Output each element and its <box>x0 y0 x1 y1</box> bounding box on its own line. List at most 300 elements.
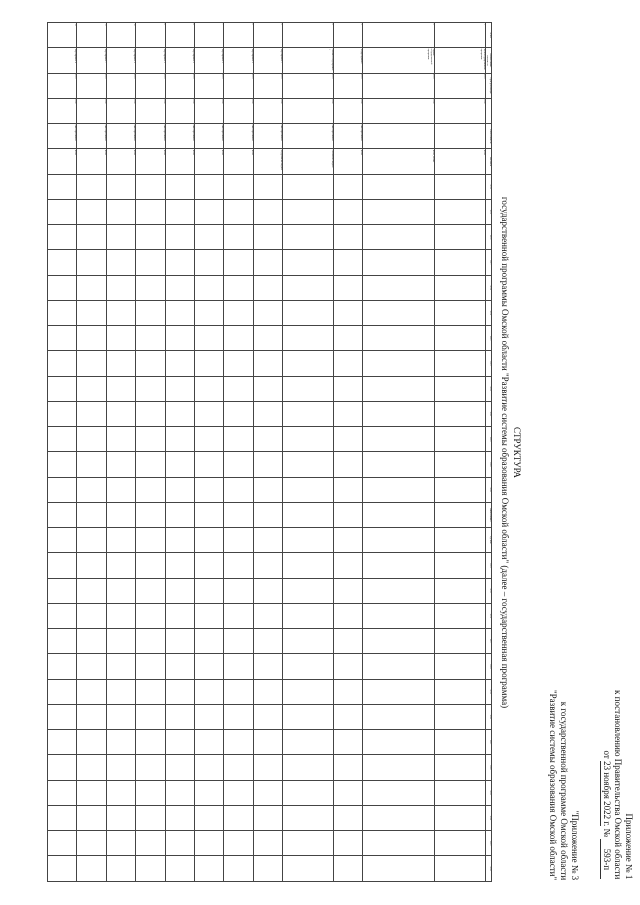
table-cell <box>333 553 362 578</box>
column-header: 2015 <box>485 199 491 224</box>
table-row <box>136 23 165 882</box>
column-header: № п/п <box>485 23 491 48</box>
table-cell <box>106 654 135 679</box>
table-cell <box>136 755 165 780</box>
table-cell: Минобразования <box>333 124 362 149</box>
table-cell <box>333 831 362 856</box>
table-cell: Минобразования <box>195 124 224 149</box>
table-cell: Мероприятие 5 <box>136 48 165 73</box>
table-cell <box>165 856 194 882</box>
table-cell <box>195 427 224 452</box>
table-header-row <box>485 23 491 882</box>
table-row <box>363 23 435 882</box>
table-cell <box>363 578 435 603</box>
table-cell <box>77 856 106 882</box>
table-cell <box>253 427 282 452</box>
table-cell <box>435 679 486 704</box>
table-cell <box>283 300 334 325</box>
table-cell: Всего <box>435 149 486 174</box>
table-cell <box>165 199 194 224</box>
table-cell <box>224 427 253 452</box>
table-cell <box>363 300 435 325</box>
table-cell <box>253 654 282 679</box>
table-cell <box>363 401 435 426</box>
table-cell <box>253 351 282 376</box>
table-cell <box>195 275 224 300</box>
column-header: 2020 <box>485 704 491 729</box>
table-cell <box>435 477 486 502</box>
table-row <box>283 23 334 882</box>
table-cell <box>77 603 106 628</box>
table-cell <box>77 326 106 351</box>
table-cell <box>224 831 253 856</box>
table-cell: 1 <box>435 23 486 48</box>
table-cell <box>224 502 253 527</box>
table-cell <box>106 427 135 452</box>
column-header: 2020 <box>485 326 491 351</box>
table-cell: 2026 <box>165 98 194 123</box>
table-cell <box>48 401 77 426</box>
table-cell <box>253 780 282 805</box>
column-header: 2026 <box>485 856 491 882</box>
table-cell <box>253 629 282 654</box>
table-cell <box>363 351 435 376</box>
table-cell <box>195 679 224 704</box>
column-header: 2015 <box>485 578 491 603</box>
column-header: 2023 <box>485 780 491 805</box>
table-cell <box>363 275 435 300</box>
table-cell: Мероприятие 2 <box>224 48 253 73</box>
table-cell <box>283 199 334 224</box>
table-cell <box>165 300 194 325</box>
column-header: Наименование показателя <box>485 48 491 73</box>
table-cell <box>253 174 282 199</box>
column-header: 2019 <box>485 679 491 704</box>
table-cell: 2026 <box>195 98 224 123</box>
column-header: 2018 <box>485 275 491 300</box>
table-cell <box>77 629 106 654</box>
table-cell <box>136 654 165 679</box>
table-cell <box>283 326 334 351</box>
table-cell: Минобразования <box>224 124 253 149</box>
table-cell <box>283 427 334 452</box>
table-cell: 5 <box>253 23 282 48</box>
table-cell <box>136 528 165 553</box>
table-cell <box>333 199 362 224</box>
table-cell <box>224 326 253 351</box>
table-cell: 10 <box>106 23 135 48</box>
column-header: 2025 <box>485 831 491 856</box>
table-cell <box>363 780 435 805</box>
table-cell <box>77 351 106 376</box>
table-cell <box>435 578 486 603</box>
table-cell <box>48 300 77 325</box>
table-cell <box>253 452 282 477</box>
column-header: 2021 <box>485 730 491 755</box>
table-cell <box>165 174 194 199</box>
table-cell <box>224 578 253 603</box>
table-cell: Мероприятие 7 <box>77 48 106 73</box>
column-header: 2017 <box>485 250 491 275</box>
table-cell <box>77 755 106 780</box>
table-cell <box>106 528 135 553</box>
table-cell <box>435 427 486 452</box>
table-cell <box>195 326 224 351</box>
table-cell: 2014 <box>253 73 282 98</box>
table-cell <box>77 831 106 856</box>
table-cell: 2014 <box>283 73 334 98</box>
table-cell <box>253 502 282 527</box>
table-cell <box>283 275 334 300</box>
table-cell <box>136 300 165 325</box>
table-cell <box>363 704 435 729</box>
table-cell <box>283 225 334 250</box>
table-cell <box>136 730 165 755</box>
table-cell: 2014 <box>165 73 194 98</box>
table-cell <box>283 629 334 654</box>
table-cell <box>48 578 77 603</box>
table-cell <box>195 250 224 275</box>
table-cell <box>283 250 334 275</box>
table-cell <box>165 755 194 780</box>
table-cell <box>165 831 194 856</box>
table-cell <box>48 427 77 452</box>
table-cell <box>165 452 194 477</box>
table-cell <box>106 629 135 654</box>
quote-block <box>547 690 580 880</box>
quote-line2: к государственной программе Омской области <box>559 701 569 881</box>
table-cell <box>283 528 334 553</box>
table-cell <box>224 856 253 882</box>
table-cell <box>195 553 224 578</box>
table-cell <box>333 250 362 275</box>
table-cell <box>333 225 362 250</box>
table-cell <box>224 755 253 780</box>
table-cell <box>77 300 106 325</box>
table-cell <box>333 780 362 805</box>
table-cell: 2014 <box>48 73 77 98</box>
table-cell <box>363 553 435 578</box>
table-cell <box>136 174 165 199</box>
table-row <box>253 23 282 882</box>
table-cell <box>283 730 334 755</box>
table-cell: Мероприятие 4 <box>165 48 194 73</box>
table-cell <box>77 452 106 477</box>
table-cell <box>136 427 165 452</box>
table-cell <box>106 300 135 325</box>
table-cell <box>283 654 334 679</box>
table-cell <box>77 427 106 452</box>
table-cell <box>435 199 486 224</box>
table-cell <box>165 805 194 830</box>
table-cell <box>283 704 334 729</box>
table-cell: Мероприятие 6 <box>106 48 135 73</box>
table-cell <box>48 351 77 376</box>
table-cell <box>333 629 362 654</box>
table-cell <box>283 376 334 401</box>
table-cell: Минобразования <box>48 124 77 149</box>
table-cell <box>136 401 165 426</box>
table-cell <box>283 755 334 780</box>
table-cell <box>195 477 224 502</box>
table-cell <box>195 856 224 882</box>
table-cell: Всего <box>136 149 165 174</box>
table-cell <box>363 124 435 149</box>
table-body <box>48 23 486 882</box>
table-cell <box>253 730 282 755</box>
table-cell <box>106 578 135 603</box>
table-cell <box>106 401 135 426</box>
table-cell <box>165 553 194 578</box>
table-cell <box>106 502 135 527</box>
table-cell <box>435 250 486 275</box>
table-cell: 8 <box>165 23 194 48</box>
table-cell <box>363 629 435 654</box>
table-cell: 2026 <box>253 98 282 123</box>
table-cell <box>136 326 165 351</box>
quote-line3: "Развитие системы образования Омской области" <box>548 690 558 881</box>
table-cell <box>363 755 435 780</box>
table-cell: 2014 <box>224 73 253 98</box>
table-cell <box>48 629 77 654</box>
table-cell <box>333 427 362 452</box>
table-cell <box>165 603 194 628</box>
quote-line1: "Приложение № 3 <box>570 810 580 881</box>
table-cell <box>363 730 435 755</box>
table-cell <box>283 856 334 882</box>
table-cell <box>253 250 282 275</box>
table-cell <box>165 679 194 704</box>
column-header: 2016 <box>485 225 491 250</box>
table-cell <box>363 654 435 679</box>
table-cell <box>136 805 165 830</box>
table-cell <box>136 452 165 477</box>
table-cell: 2026 <box>363 98 435 123</box>
table-cell <box>435 780 486 805</box>
column-header: 2014 <box>485 553 491 578</box>
table-cell <box>333 603 362 628</box>
table-cell <box>283 780 334 805</box>
table-cell <box>48 275 77 300</box>
table-cell <box>283 805 334 830</box>
table-cell <box>165 401 194 426</box>
table-cell <box>283 553 334 578</box>
table-cell <box>435 300 486 325</box>
table-cell <box>363 477 435 502</box>
table-cell: 2026 <box>333 98 362 123</box>
table-cell <box>333 326 362 351</box>
table-cell <box>195 225 224 250</box>
table-cell <box>435 326 486 351</box>
table-row <box>106 23 135 882</box>
table-cell <box>253 225 282 250</box>
table-cell <box>363 376 435 401</box>
appendix-number: 593-п <box>600 839 612 879</box>
table-cell: 6 <box>224 23 253 48</box>
table-cell <box>195 780 224 805</box>
table-cell <box>253 300 282 325</box>
column-header: 2022 <box>485 755 491 780</box>
table-cell <box>106 856 135 882</box>
table-cell <box>333 351 362 376</box>
table-cell <box>165 528 194 553</box>
table-cell <box>195 300 224 325</box>
table-cell: 2014 <box>195 73 224 98</box>
table-cell <box>106 704 135 729</box>
table-cell <box>48 528 77 553</box>
table-cell <box>253 528 282 553</box>
table-cell <box>253 477 282 502</box>
column-header: 2025 <box>485 452 491 477</box>
table-cell <box>253 856 282 882</box>
column-header: Соисполнитель <box>485 124 491 149</box>
table-cell <box>435 174 486 199</box>
table-cell <box>136 629 165 654</box>
table-cell <box>224 528 253 553</box>
table-cell <box>224 730 253 755</box>
table-cell: Задача 1 государственной программы <box>363 48 435 73</box>
table-cell <box>435 856 486 882</box>
document-subtitle: государственной программы Омской области "Развитие системы образования Омской области" (далее – государственная программа) <box>500 196 510 709</box>
table-cell <box>165 704 194 729</box>
table-cell <box>224 629 253 654</box>
table-cell <box>283 351 334 376</box>
column-header: 2017 <box>485 629 491 654</box>
table-cell: Минобразования <box>165 124 194 149</box>
table-cell <box>136 578 165 603</box>
table-cell <box>77 679 106 704</box>
table-cell <box>48 730 77 755</box>
table-cell: 2026 <box>136 98 165 123</box>
table-cell <box>363 502 435 527</box>
table-cell <box>77 654 106 679</box>
table-cell <box>136 553 165 578</box>
table-cell <box>106 351 135 376</box>
table-cell <box>195 730 224 755</box>
table-cell <box>106 199 135 224</box>
table-cell <box>224 780 253 805</box>
table-cell: Мероприятие 8 <box>48 48 77 73</box>
table-cell <box>283 452 334 477</box>
table-cell <box>333 856 362 882</box>
table-cell <box>435 124 486 149</box>
table-cell: 2026 <box>283 98 334 123</box>
table-cell <box>435 603 486 628</box>
table-row <box>165 23 194 882</box>
table-cell: Минобразования <box>253 124 282 149</box>
table-cell: Мероприятие 3 <box>195 48 224 73</box>
appendix-line2: к постановлению Правительства Омской области <box>613 690 623 880</box>
table-cell <box>333 300 362 325</box>
table-cell <box>333 654 362 679</box>
table-cell <box>363 452 435 477</box>
table-cell <box>165 351 194 376</box>
table-cell <box>333 401 362 426</box>
table-cell <box>136 351 165 376</box>
table-row <box>333 23 362 882</box>
table-cell <box>48 250 77 275</box>
table-cell <box>333 174 362 199</box>
table-cell <box>195 199 224 224</box>
table-cell <box>435 275 486 300</box>
table-cell <box>136 477 165 502</box>
table-cell <box>224 603 253 628</box>
appendix-date-line: от 23 ноября 2022 г. № 593-п <box>600 690 612 879</box>
table-cell <box>106 730 135 755</box>
table-cell <box>106 805 135 830</box>
table-cell <box>106 831 135 856</box>
appendix-block <box>600 690 634 879</box>
structure-table <box>47 22 492 882</box>
table-cell <box>77 730 106 755</box>
table-cell: Мероприятие 1 <box>253 48 282 73</box>
table-cell <box>253 326 282 351</box>
table-cell <box>253 275 282 300</box>
table-cell <box>77 174 106 199</box>
table-cell <box>224 250 253 275</box>
table-cell <box>224 225 253 250</box>
table-cell <box>136 704 165 729</box>
table-row <box>195 23 224 882</box>
table-cell <box>224 704 253 729</box>
table-cell: Всего, из них <box>363 149 435 174</box>
table-cell <box>195 376 224 401</box>
table-cell <box>77 704 106 729</box>
table-cell <box>283 401 334 426</box>
column-header: 2016 <box>485 603 491 628</box>
table-cell <box>435 654 486 679</box>
table-cell <box>106 755 135 780</box>
table-cell <box>48 603 77 628</box>
table-cell <box>363 603 435 628</box>
table-cell <box>165 578 194 603</box>
table-cell <box>165 730 194 755</box>
table-cell <box>48 780 77 805</box>
table-cell <box>333 730 362 755</box>
table-cell <box>195 603 224 628</box>
table-cell <box>435 831 486 856</box>
table-cell <box>136 856 165 882</box>
table-cell <box>106 376 135 401</box>
table-cell <box>77 805 106 830</box>
table-cell <box>224 300 253 325</box>
table-cell <box>77 250 106 275</box>
table-cell <box>435 452 486 477</box>
table-cell <box>48 477 77 502</box>
table-cell <box>195 805 224 830</box>
table-cell: 12 <box>48 23 77 48</box>
column-header: Срок реализации <box>485 73 491 98</box>
table-cell <box>253 755 282 780</box>
table-cell <box>195 502 224 527</box>
table-cell <box>195 831 224 856</box>
table-cell <box>195 401 224 426</box>
table-cell: 2014 <box>136 73 165 98</box>
table-cell <box>48 679 77 704</box>
table-cell <box>224 401 253 426</box>
table-cell <box>253 376 282 401</box>
table-cell <box>195 452 224 477</box>
table-cell <box>195 351 224 376</box>
table-cell: 4 <box>283 23 334 48</box>
table-cell <box>106 452 135 477</box>
table-cell <box>363 225 435 250</box>
table-cell <box>435 351 486 376</box>
column-header: Ед. изм. <box>485 528 491 553</box>
table-cell <box>106 477 135 502</box>
column-header: Источник <box>485 149 491 174</box>
table-cell: 11 <box>77 23 106 48</box>
